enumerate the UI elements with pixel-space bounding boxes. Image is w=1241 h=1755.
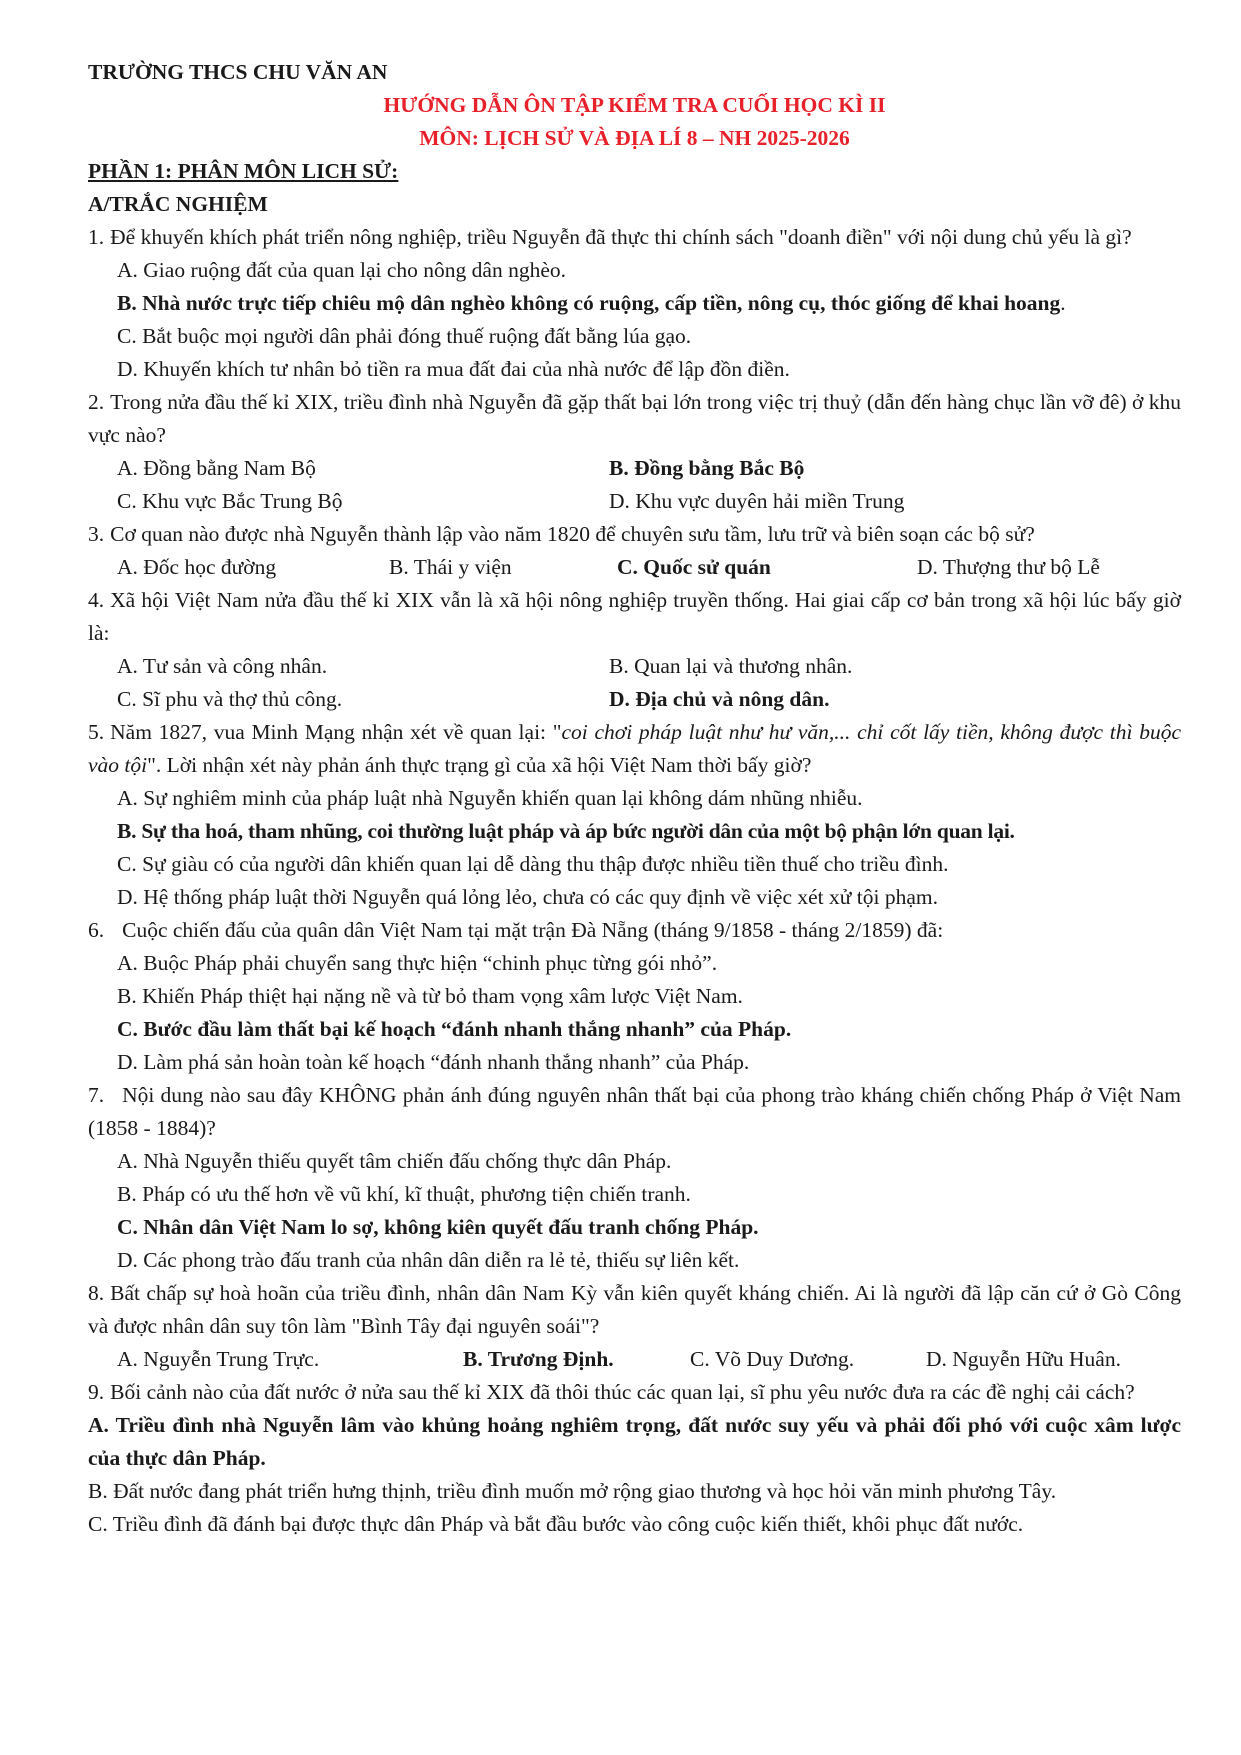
- option-b: B. Khiến Pháp thiệt hại nặng nề và từ bỏ tham vọng xâm lược Việt Nam.: [117, 984, 743, 1008]
- question-number: 7.: [88, 1083, 105, 1107]
- option-d-correct: D. Địa chủ và nông dân.: [609, 687, 830, 711]
- option-b-text: B. Nhà nước trực tiếp chiêu mộ dân nghèo không có ruộng, cấp tiền, nông cụ, thóc giống để khai hoang: [117, 291, 1061, 315]
- question-text: Trong nửa đầu thế kỉ XIX, triều đình nhà Nguyễn đã gặp thất bại lớn trong việc trị thuỷ (dẫn đến hàng chục lần vỡ đê) ở khu vực nào?: [88, 390, 1181, 447]
- question-8: [88, 1277, 1181, 1343]
- option-b-correct: B. Sự tha hoá, tham nhũng, coi thường luật pháp và áp bức người dân của một bộ phận lớn quan lại.: [117, 819, 1015, 843]
- option-c-correct: C. Nhân dân Việt Nam lo sợ, không kiên quyết đấu tranh chống Pháp.: [117, 1215, 759, 1239]
- option-a: A. Tư sản và công nhân.: [117, 654, 328, 678]
- question-7: [88, 1079, 1181, 1145]
- option-c: C. Bắt buộc mọi người dân phải đóng thuế ruộng đất bằng lúa gạo.: [117, 324, 692, 348]
- options-row: [88, 485, 1181, 518]
- question-number: 3.: [88, 522, 105, 546]
- option-d: D. Thượng thư bộ Lễ: [917, 555, 1100, 579]
- question-9: [88, 1376, 1181, 1409]
- option-b-correct: [88, 287, 1181, 320]
- options-row: [88, 551, 1181, 584]
- option-b-correct: B. Đồng bằng Bắc Bộ: [609, 456, 805, 480]
- option-a: A. Đốc học đường: [117, 555, 277, 579]
- question-number: 6.: [88, 918, 105, 942]
- question-text: Xã hội Việt Nam nửa đầu thế kỉ XIX vẫn là xã hội nông nghiệp truyền thống. Hai giai cấp cơ bản trong xã hội lúc bấy giờ là:: [88, 588, 1181, 645]
- quote-text: coi chơi pháp luật như hư văn,... chỉ cốt lấy tiền, không được thì buộc vào tội: [88, 720, 1181, 777]
- option-d: D. Hệ thống pháp luật thời Nguyễn quá lỏng lẻo, chưa có các quy định về việc xét xử tội phạm.: [117, 885, 939, 909]
- option-a: A. Nhà Nguyễn thiếu quyết tâm chiến đấu chống thực dân Pháp.: [117, 1149, 672, 1173]
- question-number: 4.: [88, 588, 105, 612]
- options-row: [88, 1343, 1181, 1376]
- question-text: Bối cảnh nào của đất nước ở nửa sau thế kỉ XIX đã thôi thúc các quan lại, sĩ phu yêu nước đưa ra các đề nghị cải cách?: [110, 1380, 1135, 1404]
- document-title: HƯỚNG DẪN ÔN TẬP KIỂM TRA CUỐI HỌC KÌ II: [383, 93, 886, 117]
- question-6: [88, 914, 1181, 947]
- option-c: C. Khu vực Bắc Trung Bộ: [117, 489, 343, 513]
- question-text: Cuộc chiến đấu của quân dân Việt Nam tại mặt trận Đà Nẵng (tháng 9/1858 - tháng 2/1859) đã:: [122, 918, 944, 942]
- option-a: A. Giao ruộng đất của quan lại cho nông dân nghèo.: [117, 258, 566, 282]
- option-d: D. Khuyến khích tư nhân bỏ tiền ra mua đất đai của nhà nước để lập đồn điền.: [117, 357, 790, 381]
- option-c-correct: C. Quốc sử quán: [617, 555, 771, 579]
- option-d: D. Các phong trào đấu tranh của nhân dân diễn ra lẻ tẻ, thiếu sự liên kết.: [117, 1248, 740, 1272]
- option-a: A. Sự nghiêm minh của pháp luật nhà Nguyễn khiến quan lại không dám nhũng nhiễu.: [117, 786, 863, 810]
- question-2: [88, 386, 1181, 452]
- question-text: Bất chấp sự hoà hoãn của triều đình, nhân dân Nam Kỳ vẫn kiên quyết kháng chiến. Ai là người đã lập căn cứ ở Gò Công và được nhân dân suy tôn làm "Bình Tây đại nguyên soái"?: [88, 1281, 1181, 1338]
- option-c: C. Triều đình đã đánh bại được thực dân Pháp và bắt đầu bước vào công cuộc kiến thiết, khôi phục đất nước.: [88, 1512, 1024, 1536]
- question-number: 1.: [88, 225, 105, 249]
- option-b: B. Pháp có ưu thế hơn về vũ khí, kĩ thuật, phương tiện chiến tranh.: [117, 1182, 691, 1206]
- options-row: [88, 452, 1181, 485]
- option-d: D. Nguyễn Hữu Huân.: [926, 1347, 1121, 1371]
- question-text: Nội dung nào sau đây KHÔNG phản ánh đúng nguyên nhân thất bại của phong trào kháng chiến chống Pháp ở Việt Nam (1858 - 1884)?: [88, 1083, 1181, 1140]
- question-5: [88, 716, 1181, 782]
- question-number: 8.: [88, 1281, 105, 1305]
- question-1: [88, 221, 1181, 254]
- question-text: Cơ quan nào được nhà Nguyễn thành lập vào năm 1820 để chuyên sưu tầm, lưu trữ và biên soạn các bộ sử?: [110, 522, 1035, 546]
- question-number: 9.: [88, 1380, 105, 1404]
- subsection-heading: A/TRẮC NGHIỆM: [88, 192, 268, 216]
- option-c-correct: C. Bước đầu làm thất bại kế hoạch “đánh nhanh thắng nhanh” của Pháp.: [117, 1017, 792, 1041]
- question-text: Năm 1827, vua Minh Mạng nhận xét về quan lại: ": [110, 720, 562, 744]
- section-heading: PHẦN 1: PHÂN MÔN LICH SỬ:: [88, 159, 399, 183]
- option-b: B. Quan lại và thương nhân.: [609, 654, 853, 678]
- option-b: B. Thái y viện: [389, 555, 512, 579]
- question-4: [88, 584, 1181, 650]
- option-a: A. Nguyễn Trung Trực.: [117, 1347, 320, 1371]
- question-number: 2.: [88, 390, 105, 414]
- option-b-period: .: [1060, 291, 1066, 315]
- option-c: C. Sự giàu có của người dân khiến quan lại dễ dàng thu thập được nhiều tiền thuế cho triều đình.: [117, 852, 949, 876]
- option-a-correct: A. Triều đình nhà Nguyễn lâm vào khủng hoảng nghiêm trọng, đất nước suy yếu và phải đối phó với cuộc xâm lược của thực dân Pháp.: [88, 1413, 1181, 1470]
- option-b: B. Đất nước đang phát triển hưng thịnh, triều đình muốn mở rộng giao thương và học hỏi văn minh phương Tây.: [88, 1479, 1057, 1503]
- question-3: [88, 518, 1181, 551]
- options-row: [88, 650, 1181, 683]
- question-text-end: ". Lời nhận xét này phản ánh thực trạng gì của xã hội Việt Nam thời bấy giờ?: [147, 753, 812, 777]
- question-text: Để khuyến khích phát triển nông nghiệp, triều Nguyễn đã thực thi chính sách "doanh điền" với nội dung chủ yếu là gì?: [110, 225, 1132, 249]
- option-a: A. Đồng bằng Nam Bộ: [117, 456, 316, 480]
- option-b-correct: B. Trương Định.: [463, 1347, 614, 1371]
- option-d: D. Làm phá sản hoàn toàn kế hoạch “đánh nhanh thắng nhanh” của Pháp.: [117, 1050, 750, 1074]
- options-row: [88, 683, 1181, 716]
- option-c: C. Sĩ phu và thợ thủ công.: [117, 687, 343, 711]
- option-d: D. Khu vực duyên hải miền Trung: [609, 489, 905, 513]
- question-number: 5.: [88, 720, 105, 744]
- school-name: TRƯỜNG THCS CHU VĂN AN: [88, 60, 388, 84]
- option-a: A. Buộc Pháp phải chuyển sang thực hiện “chinh phục từng gói nhỏ”.: [117, 951, 718, 975]
- subject-title: MÔN: LỊCH SỬ VÀ ĐỊA LÍ 8 – NH 2025-2026: [419, 126, 850, 150]
- option-c: C. Võ Duy Dương.: [690, 1347, 855, 1371]
